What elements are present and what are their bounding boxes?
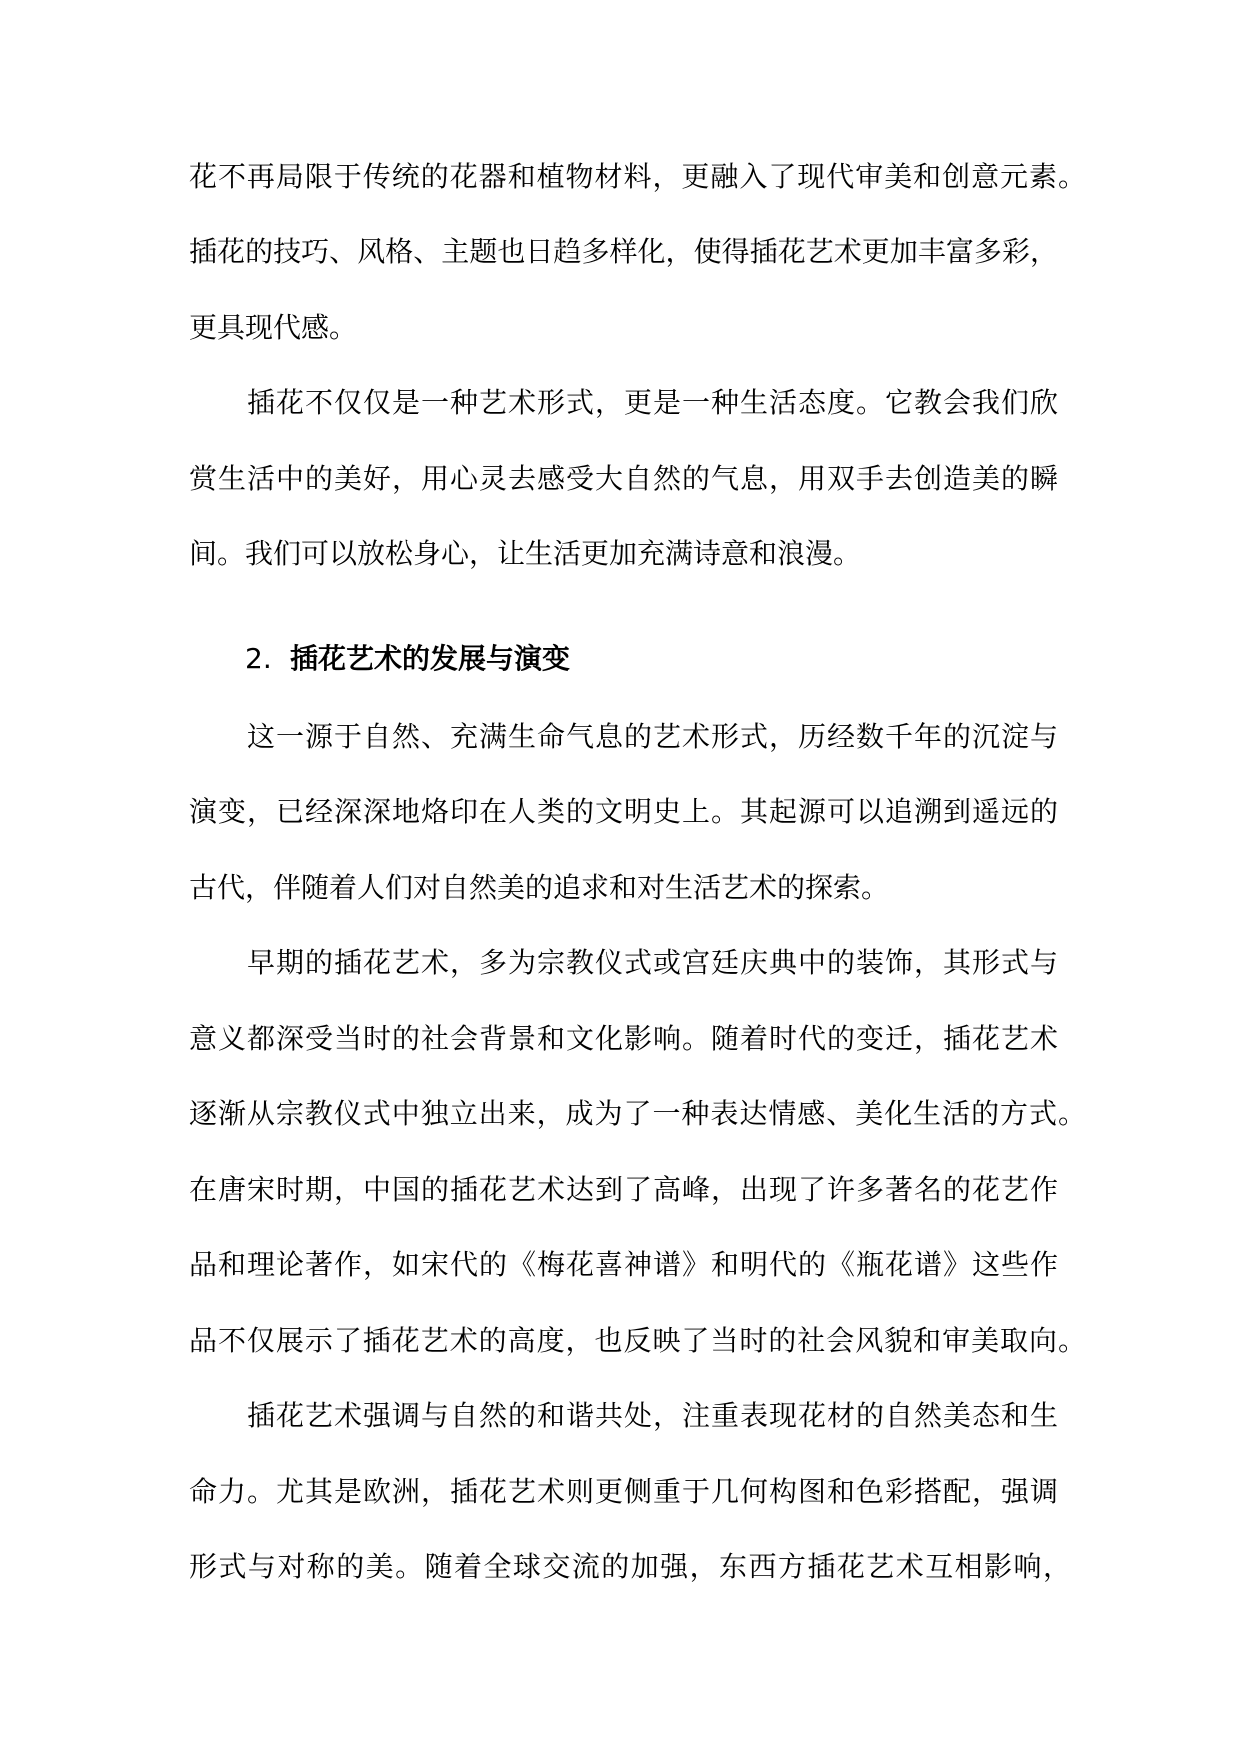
body-text-line: 古代，伴随着人们对自然美的追求和对生活艺术的探索。 bbox=[189, 871, 890, 904]
body-text-line: 形式与对称的美。随着全球交流的加强，东西方插花艺术互相影响， bbox=[189, 1550, 1071, 1583]
body-text-line: 更具现代感。 bbox=[189, 311, 358, 344]
body-text-line: 逐渐从宗教仪式中独立出来，成为了一种表达情感、美化生活的方式。 bbox=[189, 1097, 1086, 1130]
body-text-line: 插花艺术强调与自然的和谐共处，注重表现花材的自然美态和生 bbox=[247, 1399, 1058, 1432]
body-text-line: 插花的技巧、风格、主题也日趋多样化，使得插花艺术更加丰富多彩， bbox=[189, 235, 1058, 268]
section-number: 2. bbox=[245, 642, 272, 675]
body-text-line: 间。我们可以放松身心，让生活更加充满诗意和浪漫。 bbox=[189, 537, 862, 570]
body-text-line: 赏生活中的美好，用心灵去感受大自然的气息，用双手去创造美的瞬 bbox=[189, 462, 1058, 495]
body-text-line: 演变，已经深深地烙印在人类的文明史上。其起源可以追溯到遥远的 bbox=[189, 795, 1058, 828]
body-text-line: 花不再局限于传统的花器和植物材料，更融入了现代审美和创意元素。 bbox=[189, 160, 1086, 193]
body-text-line: 意义都深受当时的社会背景和文化影响。随着时代的变迁，插花艺术 bbox=[189, 1022, 1058, 1055]
body-text-line: 插花不仅仅是一种艺术形式，更是一种生活态度。它教会我们欣 bbox=[247, 386, 1058, 419]
body-text-line: 早期的插花艺术，多为宗教仪式或宫廷庆典中的装饰，其形式与 bbox=[247, 946, 1058, 979]
body-text-line: 品和理论著作，如宋代的《梅花喜神谱》和明代的《瓶花谱》这些作 bbox=[189, 1248, 1058, 1281]
section-title: 插花艺术的发展与演变 bbox=[290, 642, 571, 675]
body-text-line: 命力。尤其是欧洲，插花艺术则更侧重于几何构图和色彩搭配，强调 bbox=[189, 1475, 1058, 1508]
body-text-line: 这一源于自然、充满生命气息的艺术形式，历经数千年的沉淀与 bbox=[247, 720, 1058, 753]
body-text-line: 在唐宋时期，中国的插花艺术达到了高峰，出现了许多著名的花艺作 bbox=[189, 1173, 1058, 1206]
body-text-line: 品不仅展示了插花艺术的高度，也反映了当时的社会风貌和审美取向。 bbox=[189, 1324, 1086, 1357]
